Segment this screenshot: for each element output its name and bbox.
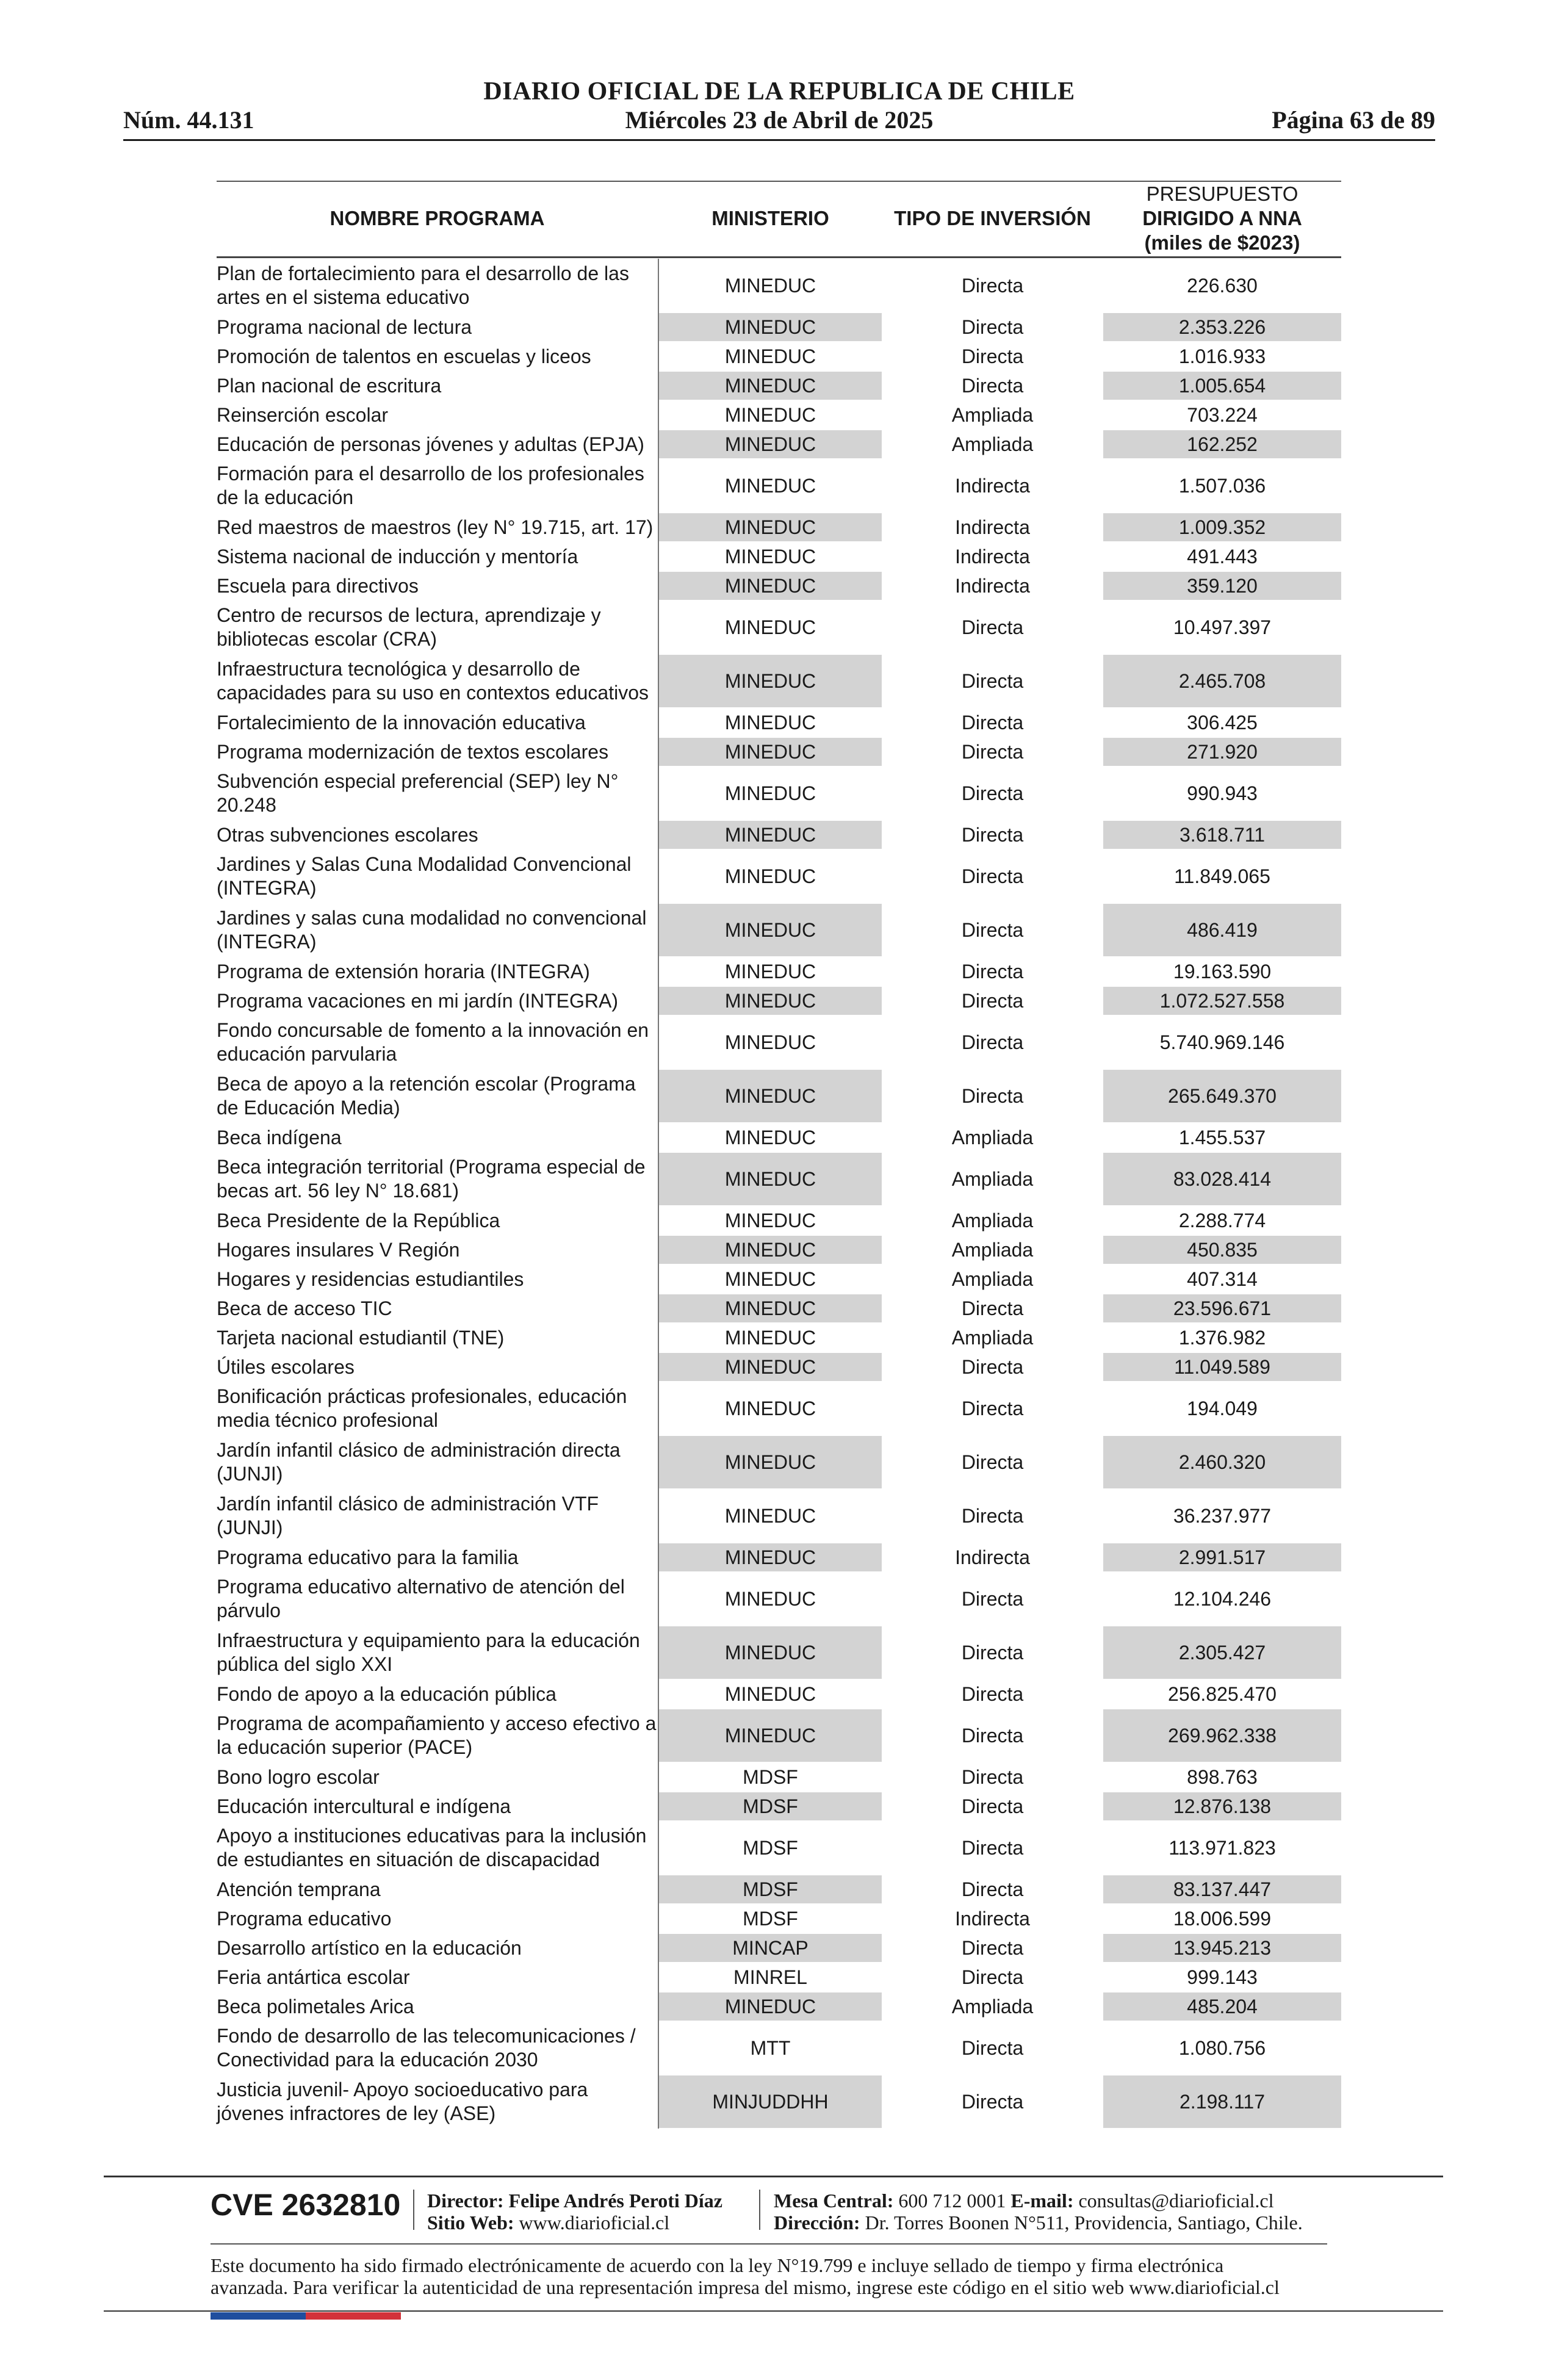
table-row (217, 1709, 1341, 1762)
ministry-cell: MINEDUC (724, 1397, 816, 1419)
budget-cell: 113.971.823 (1169, 1836, 1276, 1859)
table-row (217, 1904, 1341, 1933)
program-name: Programa de acompañamiento y acceso efectivo a la educación superior (PACE) (217, 1712, 657, 1758)
program-name: Justicia juvenil- Apoyo socioeducativo para jóvenes infractores de ley (ASE) (217, 2079, 588, 2124)
column-header-budget (1103, 182, 1341, 255)
table-row (217, 1489, 1341, 1543)
budget-cell: 269.962.338 (1103, 1709, 1341, 1762)
investment-type-cell: Ampliada (951, 1268, 1034, 1290)
budget-cell: 12.104.246 (1173, 1587, 1272, 1610)
table-body (217, 259, 1341, 2129)
ministry-cell: MINEDUC (724, 1126, 816, 1149)
table-row (217, 1152, 1341, 1206)
program-name: Plan nacional de escritura (217, 374, 442, 397)
ministry-cell: MINEDUC (724, 474, 816, 497)
program-name: Programa de extensión horaria (INTEGRA) (217, 960, 590, 983)
budget-cell: 2.460.320 (1103, 1436, 1341, 1488)
budget-cell: 2.198.117 (1103, 2075, 1341, 2128)
program-name: Infraestructura tecnológica y desarrollo de capacidades para su uso en contextos educativos (217, 658, 649, 704)
web-link[interactable]: www.diarioficial.cl (519, 2212, 670, 2234)
budget-cell: 23.596.671 (1103, 1294, 1341, 1322)
table-row (217, 820, 1341, 849)
program-name: Programa vacaciones en mi jardín (INTEGRA) (217, 989, 618, 1012)
budget-cell: 306.425 (1187, 711, 1258, 734)
table-row (217, 849, 1341, 903)
table-row (217, 1762, 1341, 1792)
program-name: Desarrollo artístico en la educación (217, 1936, 522, 1959)
address-label: Dirección: (774, 2212, 860, 2234)
program-name: Promoción de talentos en escuelas y liceos (217, 345, 591, 367)
budget-cell: 485.204 (1103, 1992, 1341, 2021)
ministry-cell: MINEDUC (659, 1353, 882, 1381)
budget-cell: 898.763 (1187, 1765, 1258, 1788)
ministry-cell: MINEDUC (659, 430, 882, 458)
budget-cell: 265.649.370 (1103, 1070, 1341, 1122)
table-row (217, 1294, 1341, 1323)
investment-type-cell: Ampliada (951, 1209, 1034, 1231)
program-name: Formación para el desarrollo de los profesionales de la educación (217, 463, 644, 508)
budget-cell: 450.835 (1103, 1236, 1341, 1264)
budget-cell: 3.618.711 (1103, 821, 1341, 849)
budget-cell: 2.305.427 (1103, 1626, 1341, 1679)
investment-type-cell: Directa (961, 1355, 1024, 1378)
cve-code: CVE 2632810 (211, 2188, 401, 2222)
ministry-cell: MINEDUC (724, 865, 816, 887)
budget-cell: 990.943 (1187, 782, 1258, 804)
investment-type-cell: Indirecta (955, 545, 1030, 568)
program-name: Programa educativo (217, 1907, 392, 1930)
budget-cell: 359.120 (1103, 572, 1341, 600)
table-row (217, 986, 1341, 1015)
investment-type-cell: Ampliada (951, 1995, 1034, 2018)
table-row (217, 430, 1341, 459)
investment-type-cell: Directa (961, 1397, 1024, 1419)
investment-type-cell: Directa (961, 1641, 1024, 1664)
footer-director-block (427, 2190, 722, 2234)
page-header (123, 72, 1435, 145)
program-name: Red maestros de maestros (ley N° 19.715, art. 17) (217, 516, 654, 538)
budget-cell: 407.314 (1187, 1268, 1258, 1290)
investment-type-cell: Directa (961, 865, 1024, 887)
table-row (217, 903, 1341, 957)
footer-bottom-rule (104, 2310, 1443, 2312)
program-name: Reinserción escolar (217, 403, 389, 426)
column-header-name: NOMBRE PROGRAMA (330, 207, 545, 229)
table-row (217, 2075, 1341, 2129)
ministry-cell: MDSF (743, 1765, 798, 1788)
budget-cell: 1.455.537 (1178, 1126, 1266, 1149)
program-name: Atención temprana (217, 1878, 381, 1900)
budget-cell: 1.005.654 (1103, 372, 1341, 400)
ministry-cell: MTT (750, 2036, 791, 2059)
budget-cell: 491.443 (1187, 545, 1258, 568)
table-header (217, 182, 1341, 255)
address-value: Dr. Torres Boonen N°511, Providencia, Santiago, Chile. (865, 2212, 1303, 2234)
signature-note-line1: Este documento ha sido firmado electrónicamente de acuerdo con la ley N°19.799 e incluye sellado de tiempo y firma electrónica (211, 2254, 1224, 2276)
table-row (217, 371, 1341, 400)
director-name: Felipe Andrés Peroti Díaz (508, 2190, 722, 2212)
ministry-cell: MINEDUC (659, 1543, 882, 1571)
ministry-cell: MDSF (743, 1836, 798, 1859)
ministry-cell: MINEDUC (724, 1587, 816, 1610)
program-name: Infraestructura y equipamiento para la educación pública del siglo XXI (217, 1629, 640, 1675)
column-header-type: TIPO DE INVERSIÓN (894, 207, 1091, 229)
budget-cell: 1.016.933 (1178, 345, 1266, 367)
newspaper-title: DIARIO OFICIAL DE LA REPUBLICA DE CHILE (483, 78, 1075, 106)
program-name: Feria antártica escolar (217, 1966, 410, 1988)
ministry-cell: MINJUDDHH (659, 2075, 882, 2128)
program-name: Educación intercultural e indígena (217, 1795, 511, 1817)
table-row (217, 654, 1341, 708)
program-name: Tarjeta nacional estudiantil (TNE) (217, 1326, 505, 1349)
investment-type-cell: Directa (961, 316, 1024, 338)
table-row (217, 1679, 1341, 1709)
ministry-cell: MINEDUC (724, 782, 816, 804)
ministry-cell: MINEDUC (659, 372, 882, 400)
signature-note-line2: avanzada. Para verificar la autenticidad de una representación impresa del mismo, ingrese este código en el sitio web www.diarioficial.cl (211, 2276, 1280, 2298)
table-row (217, 1069, 1341, 1123)
investment-type-cell: Directa (961, 1587, 1024, 1610)
investment-type-cell: Directa (961, 274, 1024, 297)
table-row (217, 737, 1341, 766)
ministry-cell: MINEDUC (659, 904, 882, 956)
table-row (217, 312, 1341, 342)
program-name: Bonificación prácticas profesionales, educación media técnico profesional (217, 1385, 627, 1431)
ministry-cell: MINEDUC (724, 1504, 816, 1527)
program-name: Beca de acceso TIC (217, 1297, 392, 1319)
investment-type-cell: Directa (961, 616, 1024, 638)
table-row (217, 1235, 1341, 1264)
program-name: Jardín infantil clásico de administración VTF (JUNJI) (217, 1493, 599, 1538)
program-name: Programa modernización de textos escolares (217, 740, 609, 763)
table-row (217, 342, 1341, 371)
program-name: Jardín infantil clásico de administración directa (JUNJI) (217, 1439, 621, 1485)
investment-type-cell: Indirecta (955, 1907, 1030, 1930)
budget-cell: 11.849.065 (1174, 865, 1270, 887)
program-name: Bono logro escolar (217, 1765, 380, 1788)
ministry-cell: MINEDUC (724, 1326, 816, 1349)
investment-type-cell: Indirecta (955, 516, 1030, 538)
table-row (217, 1821, 1341, 1875)
email-label: E-mail: (1010, 2190, 1074, 2212)
investment-type-cell: Directa (961, 1504, 1024, 1527)
ministry-cell: MINREL (733, 1966, 807, 1988)
investment-type-cell: Directa (961, 740, 1024, 763)
investment-type-cell: Ampliada (951, 433, 1034, 455)
footer-divider (413, 2190, 414, 2230)
program-name: Fondo concursable de fomento a la innovación en educación parvularia (217, 1019, 649, 1065)
ministry-cell: MDSF (659, 1875, 882, 1903)
budget-cell: 1.009.352 (1103, 513, 1341, 541)
investment-type-cell: Indirecta (955, 1546, 1030, 1568)
budget-cell: 5.740.969.146 (1159, 1031, 1285, 1053)
program-name: Útiles escolares (217, 1355, 355, 1378)
footer-contact-block (774, 2190, 1303, 2234)
ministry-cell: MINEDUC (724, 616, 816, 638)
table-row (217, 459, 1341, 513)
budget-cell: 13.945.213 (1103, 1934, 1341, 1962)
investment-type-cell: Directa (961, 1936, 1024, 1959)
header-divider (123, 139, 1435, 141)
budget-cell: 2.353.226 (1103, 313, 1341, 341)
program-name: Centro de recursos de lectura, aprendizaje y bibliotecas escolar (CRA) (217, 604, 601, 650)
program-name: Subvención especial preferencial (SEP) ley N° 20.248 (217, 770, 619, 816)
budget-cell: 703.224 (1187, 403, 1258, 426)
investment-type-cell: Directa (961, 1878, 1024, 1900)
budget-cell: 256.825.470 (1168, 1682, 1277, 1705)
ministry-cell: MINEDUC (659, 572, 882, 600)
budget-cell: 19.163.590 (1173, 960, 1272, 983)
investment-type-cell: Directa (961, 1966, 1024, 1988)
flag-stripe-red (306, 2312, 401, 2320)
ministry-cell: MINEDUC (659, 738, 882, 766)
investment-type-cell: Directa (961, 345, 1024, 367)
investment-type-cell: Directa (961, 1765, 1024, 1788)
table-row (217, 571, 1341, 600)
program-name: Beca Presidente de la República (217, 1209, 500, 1231)
table-header-rule (217, 256, 1341, 258)
budget-cell: 18.006.599 (1173, 1907, 1272, 1930)
investment-type-cell: Directa (961, 989, 1024, 1012)
table-row (217, 1123, 1341, 1152)
issue-date: Miércoles 23 de Abril de 2025 (625, 106, 934, 134)
ministry-cell: MINEDUC (724, 711, 816, 734)
table-row (217, 1206, 1341, 1235)
table-row (217, 259, 1341, 312)
ministry-cell: MINEDUC (659, 655, 882, 707)
investment-type-cell: Directa (961, 1031, 1024, 1053)
table-row (217, 1382, 1341, 1435)
ministry-cell: MDSF (743, 1907, 798, 1930)
ministry-cell: MINEDUC (659, 1709, 882, 1762)
table-row (217, 1792, 1341, 1821)
investment-type-cell: Directa (961, 2090, 1024, 2113)
ministry-cell: MINEDUC (659, 1070, 882, 1122)
budget-cell: 1.072.527.558 (1103, 987, 1341, 1015)
budget-cell: 226.630 (1187, 274, 1258, 297)
budget-cell: 2.991.517 (1103, 1543, 1341, 1571)
ministry-cell: MINEDUC (659, 821, 882, 849)
investment-type-cell: Directa (961, 669, 1024, 692)
column-header-budget-line2: DIRIGIDO A NNA (1142, 207, 1302, 229)
program-name: Fondo de apoyo a la educación pública (217, 1682, 556, 1705)
investment-type-cell: Directa (961, 823, 1024, 846)
ministry-cell: MINEDUC (659, 1294, 882, 1322)
signature-note (211, 2254, 1327, 2298)
table-row (217, 1435, 1341, 1489)
investment-type-cell: Directa (961, 1724, 1024, 1747)
ministry-cell: MINEDUC (659, 513, 882, 541)
investment-type-cell: Directa (961, 2036, 1024, 2059)
mesa-value: 600 712 0001 (898, 2190, 1006, 2212)
budget-cell: 1.507.036 (1178, 474, 1266, 497)
table-row (217, 1875, 1341, 1904)
investment-type-cell: Directa (961, 782, 1024, 804)
table-row (217, 1352, 1341, 1382)
column-header-budget-line3: (miles de $2023) (1144, 231, 1300, 254)
ministry-cell: MINEDUC (724, 545, 816, 568)
ministry-cell: MINEDUC (724, 403, 816, 426)
table-row (217, 1992, 1341, 2021)
program-name: Fondo de desarrollo de las telecomunicaciones / Conectividad para la educación 2030 (217, 2025, 636, 2071)
program-name: Beca indígena (217, 1126, 342, 1149)
ministry-cell: MINCAP (659, 1934, 882, 1962)
program-name: Jardines y Salas Cuna Modalidad Convencional (INTEGRA) (217, 853, 632, 899)
investment-type-cell: Directa (961, 1451, 1024, 1473)
program-name: Plan de fortalecimiento para el desarrollo de las artes en el sistema educativo (217, 262, 629, 308)
table-row (217, 1933, 1341, 1963)
table-row (217, 600, 1341, 654)
table-row (217, 708, 1341, 737)
ministry-cell: MINEDUC (659, 1153, 882, 1205)
mesa-label: Mesa Central: (774, 2190, 894, 2212)
investment-type-cell: Ampliada (951, 403, 1034, 426)
table-row (217, 1323, 1341, 1352)
ministry-cell: MINEDUC (659, 313, 882, 341)
investment-type-cell: Ampliada (951, 1238, 1034, 1261)
program-name: Otras subvenciones escolares (217, 823, 478, 846)
table-row (217, 513, 1341, 542)
budget-cell: 83.137.447 (1103, 1875, 1341, 1903)
investment-type-cell: Directa (961, 960, 1024, 983)
program-name: Hogares y residencias estudiantiles (217, 1268, 524, 1290)
issue-number: Núm. 44.131 (123, 106, 254, 134)
footer-top-rule (104, 2176, 1443, 2177)
budget-cell: 194.049 (1187, 1397, 1258, 1419)
footer-rule (211, 2243, 1327, 2245)
program-name: Beca integración territorial (Programa especial de becas art. 56 ley N° 18.681) (217, 1156, 646, 1202)
investment-type-cell: Directa (961, 1682, 1024, 1705)
table-row (217, 400, 1341, 430)
investment-type-cell: Directa (961, 1836, 1024, 1859)
program-name: Fortalecimiento de la innovación educativa (217, 711, 586, 734)
footer-divider (759, 2190, 760, 2230)
ministry-cell: MINEDUC (724, 274, 816, 297)
program-name: Jardines y salas cuna modalidad no convencional (INTEGRA) (217, 907, 647, 953)
investment-type-cell: Indirecta (955, 474, 1030, 497)
ministry-cell: MINEDUC (724, 960, 816, 983)
ministry-cell: MINEDUC (659, 1436, 882, 1488)
table-row (217, 957, 1341, 986)
flag-stripe-blue (211, 2312, 306, 2320)
ministry-cell: MINEDUC (724, 1268, 816, 1290)
budget-cell: 1.080.756 (1178, 2036, 1266, 2059)
page-number: Página 63 de 89 (1272, 106, 1435, 134)
investment-type-cell: Indirecta (955, 574, 1030, 597)
investment-type-cell: Directa (961, 1795, 1024, 1817)
program-name: Programa educativo alternativo de atención del párvulo (217, 1576, 625, 1621)
budget-cell: 10.497.397 (1173, 616, 1272, 638)
ministry-cell: MINEDUC (659, 1626, 882, 1679)
budget-cell: 271.920 (1103, 738, 1341, 766)
program-name: Educación de personas jóvenes y adultas (EPJA) (217, 433, 644, 455)
ministry-cell: MINEDUC (724, 345, 816, 367)
table-row (217, 1572, 1341, 1626)
budget-cell: 2.288.774 (1178, 1209, 1266, 1231)
program-name: Programa nacional de lectura (217, 316, 472, 338)
ministry-cell: MINEDUC (724, 1209, 816, 1231)
program-name: Escuela para directivos (217, 574, 419, 597)
program-name: Programa educativo para la familia (217, 1546, 519, 1568)
table-row (217, 1963, 1341, 1992)
budget-cell: 11.049.589 (1103, 1353, 1341, 1381)
ministry-cell: MINEDUC (659, 1236, 882, 1264)
program-name: Beca polimetales Arica (217, 1995, 414, 2018)
budget-cell: 999.143 (1187, 1966, 1258, 1988)
table-row (217, 1264, 1341, 1294)
budget-cell: 162.252 (1103, 430, 1341, 458)
budget-cell: 36.237.977 (1173, 1504, 1272, 1527)
budget-cell: 1.376.982 (1178, 1326, 1266, 1349)
investment-type-cell: Directa (961, 1084, 1024, 1107)
budget-cell: 2.465.708 (1103, 655, 1341, 707)
table-row (217, 1543, 1341, 1572)
table-row (217, 766, 1341, 820)
budget-cell: 12.876.138 (1103, 1792, 1341, 1820)
program-name: Hogares insulares V Región (217, 1238, 460, 1261)
investment-type-cell: Ampliada (951, 1126, 1034, 1149)
table-row (217, 1626, 1341, 1679)
table-row (217, 1015, 1341, 1069)
director-label: Director: (427, 2190, 504, 2212)
ministry-cell: MINEDUC (724, 1682, 816, 1705)
column-header-ministry: MINISTERIO (711, 207, 829, 229)
budget-cell: 83.028.414 (1103, 1153, 1341, 1205)
ministry-cell: MINEDUC (724, 1031, 816, 1053)
investment-type-cell: Directa (961, 711, 1024, 734)
investment-type-cell: Ampliada (951, 1326, 1034, 1349)
ministry-cell: MINEDUC (659, 987, 882, 1015)
investment-type-cell: Ampliada (951, 1167, 1034, 1190)
program-name: Sistema nacional de inducción y mentoría (217, 545, 578, 568)
budget-cell: 486.419 (1103, 904, 1341, 956)
web-label: Sitio Web: (427, 2212, 514, 2234)
table-row (217, 2021, 1341, 2075)
program-name: Beca de apoyo a la retención escolar (Programa de Educación Media) (217, 1073, 636, 1119)
column-header-budget-line1: PRESUPUESTO (1146, 182, 1298, 205)
program-name: Apoyo a instituciones educativas para la inclusión de estudiantes en situación de discapacidad (217, 1825, 647, 1870)
investment-type-cell: Directa (961, 1297, 1024, 1319)
ministry-cell: MDSF (659, 1792, 882, 1820)
email-link[interactable]: consultas@diarioficial.cl (1078, 2190, 1274, 2212)
ministry-cell: MINEDUC (659, 1992, 882, 2021)
table-row (217, 542, 1341, 571)
investment-type-cell: Directa (961, 918, 1024, 941)
investment-type-cell: Directa (961, 374, 1024, 397)
